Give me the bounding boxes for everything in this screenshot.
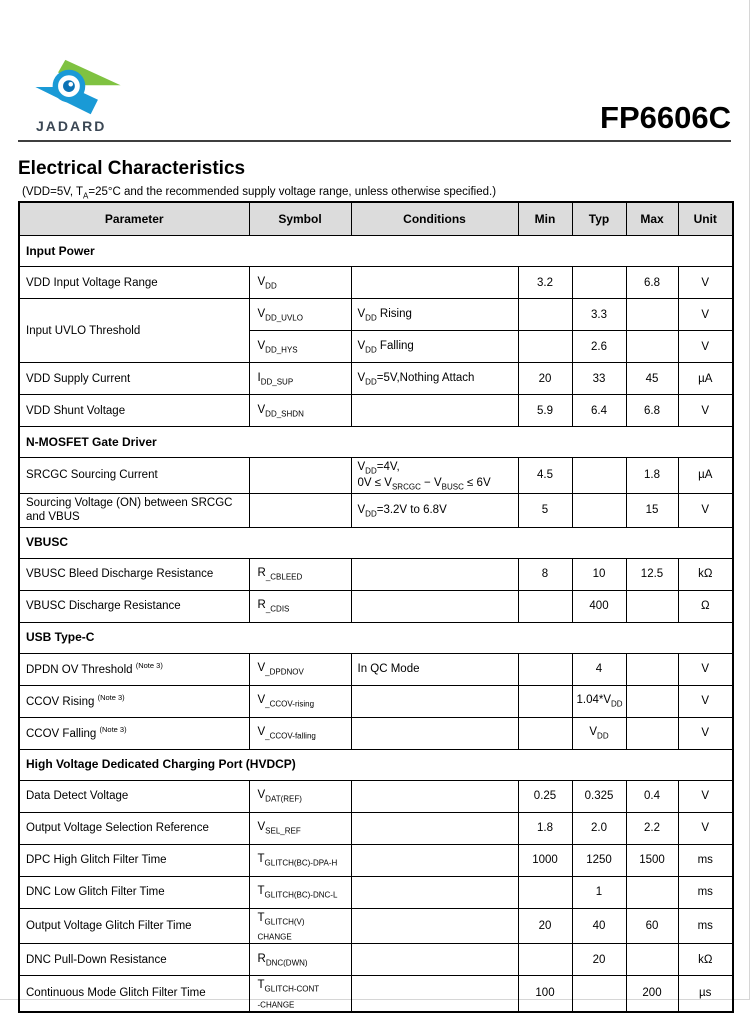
symbol-cell: $V_{DAT(REF)}$ bbox=[249, 780, 351, 812]
conditions-cell bbox=[351, 908, 518, 944]
conditions-cell bbox=[351, 780, 518, 812]
typ-cell: 20 bbox=[572, 944, 626, 976]
param-cell: VBUSC Discharge Resistance bbox=[19, 590, 249, 622]
symbol-cell: $R_{DNC(DWN)}$ bbox=[249, 944, 351, 976]
param-cell: DNC Pull-Down Resistance bbox=[19, 944, 249, 976]
column-header-unit: Unit bbox=[678, 202, 733, 236]
symbol-cell: $V_{DD\_UVLO}$ bbox=[249, 299, 351, 331]
unit-cell: µs bbox=[678, 976, 733, 1012]
conditions-cell bbox=[351, 395, 518, 427]
section-row bbox=[19, 749, 733, 780]
table-row bbox=[19, 395, 733, 427]
max-cell: 12.5 bbox=[626, 558, 678, 590]
conditions-cell bbox=[351, 876, 518, 908]
min-cell bbox=[518, 653, 572, 685]
param-cell: Continuous Mode Glitch Filter Time bbox=[19, 976, 249, 1012]
unit-cell: kΩ bbox=[678, 558, 733, 590]
conditions-cell: $V_{DD}=3.2V$ to 6.8V bbox=[351, 493, 518, 527]
symbol-cell bbox=[249, 493, 351, 527]
min-cell: 20 bbox=[518, 363, 572, 395]
table-row bbox=[19, 812, 733, 844]
unit-cell: V bbox=[678, 653, 733, 685]
conditions-cell bbox=[351, 976, 518, 1012]
symbol-cell: $T_{GLITCH-CONT -CHANGE}$ bbox=[249, 976, 351, 1012]
max-cell: 15 bbox=[626, 493, 678, 527]
max-cell bbox=[626, 944, 678, 976]
table-row bbox=[19, 493, 733, 527]
min-cell: 4.5 bbox=[518, 458, 572, 494]
unit-cell: V bbox=[678, 780, 733, 812]
max-cell: 6.8 bbox=[626, 395, 678, 427]
column-header-symbol: Symbol bbox=[249, 202, 351, 236]
jadard-eye-logo-icon bbox=[30, 58, 126, 116]
unit-cell: V bbox=[678, 267, 733, 299]
min-cell bbox=[518, 876, 572, 908]
max-cell bbox=[626, 299, 678, 331]
section-label: USB Type-C bbox=[19, 622, 733, 653]
min-cell: 1.8 bbox=[518, 812, 572, 844]
param-cell: CCOV Falling $^{(Note 3)}$ bbox=[19, 717, 249, 749]
section-row bbox=[19, 527, 733, 558]
symbol-cell: $T_{GLITCH(BC)-DNC-L}$ bbox=[249, 876, 351, 908]
unit-cell: kΩ bbox=[678, 944, 733, 976]
unit-cell: V bbox=[678, 493, 733, 527]
max-cell bbox=[626, 685, 678, 717]
min-cell: 1000 bbox=[518, 844, 572, 876]
param-cell: DPDN OV Threshold $^{(Note 3)}$ bbox=[19, 653, 249, 685]
logo bbox=[26, 58, 126, 134]
conditions-cell bbox=[351, 590, 518, 622]
max-cell: 45 bbox=[626, 363, 678, 395]
unit-cell: µA bbox=[678, 363, 733, 395]
symbol-cell: $V_{DD\_SHDN}$ bbox=[249, 395, 351, 427]
param-cell: Output Voltage Selection Reference bbox=[19, 812, 249, 844]
conditions-cell: $V_{DD}=5V,Nothing$ Attach bbox=[351, 363, 518, 395]
section-row bbox=[19, 622, 733, 653]
typ-cell: 40 bbox=[572, 908, 626, 944]
section-label: VBUSC bbox=[19, 527, 733, 558]
page-title: Electrical Characteristics bbox=[18, 158, 246, 179]
table-row bbox=[19, 908, 733, 944]
typ-cell: 33 bbox=[572, 363, 626, 395]
typ-cell bbox=[572, 493, 626, 527]
table-row bbox=[19, 780, 733, 812]
table-row bbox=[19, 876, 733, 908]
max-cell bbox=[626, 717, 678, 749]
typ-cell: $1.04*V_{DD}$ bbox=[572, 685, 626, 717]
table-row bbox=[19, 685, 733, 717]
max-cell: 1500 bbox=[626, 844, 678, 876]
unit-cell: V bbox=[678, 299, 733, 331]
max-cell: 200 bbox=[626, 976, 678, 1012]
param-cell: VDD Supply Current bbox=[19, 363, 249, 395]
table-row bbox=[19, 558, 733, 590]
max-cell: 1.8 bbox=[626, 458, 678, 494]
param-cell: VBUSC Bleed Discharge Resistance bbox=[19, 558, 249, 590]
symbol-cell: $R_{\_CBLEED}$ bbox=[249, 558, 351, 590]
max-cell bbox=[626, 653, 678, 685]
max-cell bbox=[626, 590, 678, 622]
typ-cell: 2.0 bbox=[572, 812, 626, 844]
part-number: FP6606C bbox=[600, 100, 731, 135]
param-cell: Sourcing Voltage (ON) between SRCGC and VBUS bbox=[19, 493, 249, 527]
table-row bbox=[19, 717, 733, 749]
min-cell bbox=[518, 590, 572, 622]
typ-cell bbox=[572, 267, 626, 299]
unit-cell: Ω bbox=[678, 590, 733, 622]
symbol-cell: $V_{\_CCOV-falling}$ bbox=[249, 717, 351, 749]
param-cell: Data Detect Voltage bbox=[19, 780, 249, 812]
param-cell: SRCGC Sourcing Current bbox=[19, 458, 249, 494]
param-cell: DNC Low Glitch Filter Time bbox=[19, 876, 249, 908]
table-row bbox=[19, 299, 733, 331]
table-row bbox=[19, 267, 733, 299]
max-cell: 6.8 bbox=[626, 267, 678, 299]
typ-cell bbox=[572, 976, 626, 1012]
unit-cell: V bbox=[678, 717, 733, 749]
conditions-cell: $V_{DD}$ Falling bbox=[351, 331, 518, 363]
page-header bbox=[18, 0, 731, 142]
conditions-cell bbox=[351, 558, 518, 590]
conditions-cell bbox=[351, 267, 518, 299]
conditions-cell: In QC Mode bbox=[351, 653, 518, 685]
table-header-row bbox=[19, 202, 733, 236]
symbol-cell: $V_{\_CCOV-rising}$ bbox=[249, 685, 351, 717]
symbol-cell: $I_{DD\_SUP}$ bbox=[249, 363, 351, 395]
table-row bbox=[19, 363, 733, 395]
symbol-cell: $V_{\_DPDNOV}$ bbox=[249, 653, 351, 685]
param-cell: Output Voltage Glitch Filter Time bbox=[19, 908, 249, 944]
electrical-characteristics-table bbox=[18, 201, 734, 1013]
conditions-note: (VDD=5V, $T_A=25^\circ C$ and the recommended supply voltage range, unless otherwise specified.) bbox=[22, 186, 497, 201]
table-row bbox=[19, 844, 733, 876]
typ-cell: $V_{DD}$ bbox=[572, 717, 626, 749]
column-header-parameter: Parameter bbox=[19, 202, 249, 236]
table-row bbox=[19, 653, 733, 685]
symbol-cell: $R_{\_CDIS}$ bbox=[249, 590, 351, 622]
typ-cell: 4 bbox=[572, 653, 626, 685]
max-cell: 2.2 bbox=[626, 812, 678, 844]
column-header-typ: Typ bbox=[572, 202, 626, 236]
typ-cell: 0.325 bbox=[572, 780, 626, 812]
section-label: High Voltage Dedicated Charging Port (HVDCP) bbox=[19, 749, 733, 780]
param-cell: VDD Shunt Voltage bbox=[19, 395, 249, 427]
max-cell: 0.4 bbox=[626, 780, 678, 812]
unit-cell: ms bbox=[678, 876, 733, 908]
section-label: N-MOSFET Gate Driver bbox=[19, 427, 733, 458]
section-label: Input Power bbox=[19, 236, 733, 267]
table-body bbox=[19, 236, 733, 1012]
section-row bbox=[19, 427, 733, 458]
conditions-cell: $V_{DD}=4V$, $0V \le V_{SRCGC} - V_{BUSC} \le 6V$ bbox=[351, 458, 518, 494]
max-cell bbox=[626, 876, 678, 908]
unit-cell: V bbox=[678, 395, 733, 427]
min-cell: 0.25 bbox=[518, 780, 572, 812]
min-cell: 20 bbox=[518, 908, 572, 944]
min-cell bbox=[518, 717, 572, 749]
typ-cell: 10 bbox=[572, 558, 626, 590]
min-cell bbox=[518, 944, 572, 976]
table-row bbox=[19, 944, 733, 976]
param-cell: DPC High Glitch Filter Time bbox=[19, 844, 249, 876]
min-cell bbox=[518, 685, 572, 717]
symbol-cell: $T_{GLITCH(BC)-DPA-H}$ bbox=[249, 844, 351, 876]
param-cell: VDD Input Voltage Range bbox=[19, 267, 249, 299]
typ-cell bbox=[572, 458, 626, 494]
conditions-cell bbox=[351, 812, 518, 844]
unit-cell: ms bbox=[678, 908, 733, 944]
brand-name: JADARD bbox=[36, 118, 107, 134]
unit-cell: µA bbox=[678, 458, 733, 494]
column-header-conditions: Conditions bbox=[351, 202, 518, 236]
min-cell bbox=[518, 331, 572, 363]
table-row bbox=[19, 976, 733, 1012]
typ-cell: 400 bbox=[572, 590, 626, 622]
typ-cell: 2.6 bbox=[572, 331, 626, 363]
symbol-cell: $V_{SEL\_REF}$ bbox=[249, 812, 351, 844]
typ-cell: 1250 bbox=[572, 844, 626, 876]
param-cell: CCOV Rising $^{(Note 3)}$ bbox=[19, 685, 249, 717]
conditions-cell bbox=[351, 717, 518, 749]
min-cell: 5 bbox=[518, 493, 572, 527]
table-row bbox=[19, 590, 733, 622]
symbol-cell: $V_{DD}$ bbox=[249, 267, 351, 299]
symbol-cell: $T_{GLITCH(V) CHANGE}$ bbox=[249, 908, 351, 944]
section-row bbox=[19, 236, 733, 267]
unit-cell: V bbox=[678, 331, 733, 363]
min-cell bbox=[518, 299, 572, 331]
min-cell: 8 bbox=[518, 558, 572, 590]
typ-cell: 6.4 bbox=[572, 395, 626, 427]
min-cell: 3.2 bbox=[518, 267, 572, 299]
max-cell: 60 bbox=[626, 908, 678, 944]
column-header-min: Min bbox=[518, 202, 572, 236]
min-cell: 5.9 bbox=[518, 395, 572, 427]
conditions-cell bbox=[351, 844, 518, 876]
typ-cell: 3.3 bbox=[572, 299, 626, 331]
unit-cell: V bbox=[678, 685, 733, 717]
unit-cell: V bbox=[678, 812, 733, 844]
symbol-cell: $V_{DD\_HYS}$ bbox=[249, 331, 351, 363]
min-cell: 100 bbox=[518, 976, 572, 1012]
conditions-cell bbox=[351, 944, 518, 976]
typ-cell: 1 bbox=[572, 876, 626, 908]
max-cell bbox=[626, 331, 678, 363]
conditions-cell bbox=[351, 685, 518, 717]
unit-cell: ms bbox=[678, 844, 733, 876]
symbol-cell bbox=[249, 458, 351, 494]
conditions-cell: $V_{DD}$ Rising bbox=[351, 299, 518, 331]
param-cell: Input UVLO Threshold bbox=[19, 299, 249, 363]
column-header-max: Max bbox=[626, 202, 678, 236]
table-row bbox=[19, 458, 733, 494]
